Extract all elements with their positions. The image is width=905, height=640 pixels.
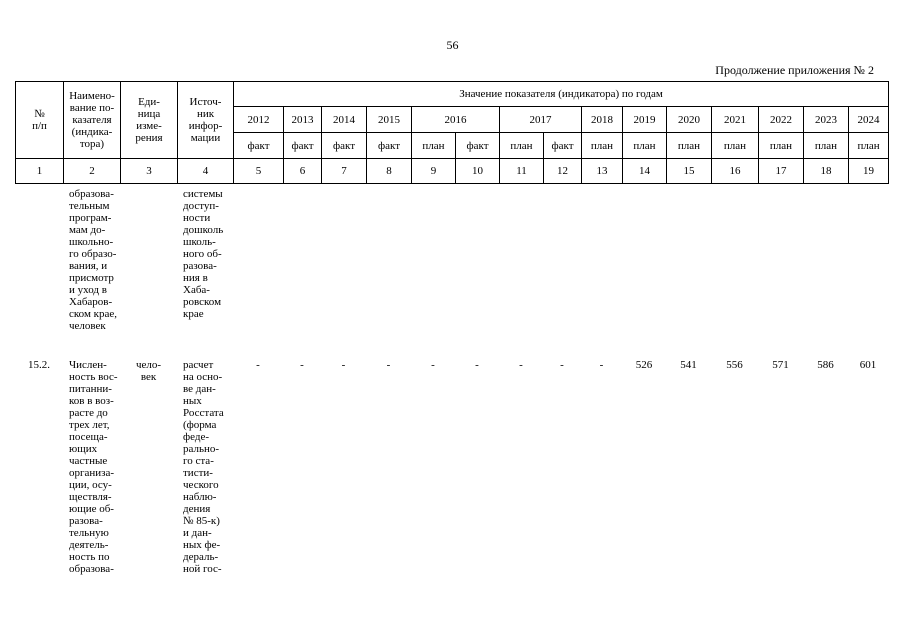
value-cell — [283, 188, 321, 332]
column-number: 13 — [582, 159, 623, 184]
column-number: 15 — [667, 159, 712, 184]
year-header: 2015 — [367, 107, 412, 133]
year-header: 2020 — [667, 107, 712, 133]
page-number: 56 — [446, 38, 459, 52]
column-number: 10 — [456, 159, 500, 184]
year-header: 2024 — [849, 107, 889, 133]
column-number: 1 — [16, 159, 64, 184]
value-cell: - — [599, 359, 604, 371]
indicator-table-header — [15, 81, 889, 184]
value-cell: - — [475, 359, 479, 371]
value-cell: 556 — [726, 359, 743, 371]
kind-header: план — [500, 133, 544, 159]
value-cell: 571 — [772, 359, 789, 371]
value-cell: - — [431, 359, 435, 371]
unit — [120, 188, 177, 332]
indicator-name: Числен- ность вос- питанни- ков в воз- расте до трех лет, посеща- ющих частные организа- ции, осу- ществля- ющие об- разова- тельную деятель- ность по образова- — [69, 359, 118, 575]
column-number: 7 — [322, 159, 367, 184]
indicator-name: образова- тельным програм- мам до- школьно- го образо- вания, и присмотр и уход в Хабаров- ском крае, человек — [69, 188, 118, 332]
column-number: 14 — [623, 159, 667, 184]
column-number: 17 — [759, 159, 804, 184]
kind-header: план — [667, 133, 712, 159]
value-cell — [711, 188, 758, 332]
column-number: 9 — [412, 159, 456, 184]
value-cell — [758, 188, 803, 332]
year-header: 2016 — [412, 107, 500, 133]
column-number: 19 — [849, 159, 889, 184]
row-number: 15.2. — [28, 359, 50, 371]
kind-header: факт — [367, 133, 412, 159]
year-header: 2023 — [804, 107, 849, 133]
value-cell — [666, 188, 711, 332]
column-number: 18 — [804, 159, 849, 184]
value-cell: 586 — [817, 359, 834, 371]
year-header: 2012 — [234, 107, 284, 133]
value-cell: - — [256, 359, 260, 371]
year-header: 2022 — [759, 107, 804, 133]
unit: чело- век — [135, 359, 162, 383]
column-number: 12 — [544, 159, 582, 184]
value-cell: - — [560, 359, 564, 371]
table-row — [15, 359, 888, 575]
kind-header: план — [623, 133, 667, 159]
value-cell — [411, 188, 455, 332]
value-cell: - — [386, 359, 391, 371]
row-number — [15, 188, 63, 332]
value-cell: 601 — [859, 359, 877, 371]
column-number: 2 — [64, 159, 121, 184]
value-cell — [321, 188, 366, 332]
value-cell: 541 — [680, 359, 697, 371]
column-number: 6 — [284, 159, 322, 184]
kind-header: факт — [544, 133, 582, 159]
header-values-title: Значение показателя (индикатора) по годам — [234, 82, 889, 107]
value-cell — [366, 188, 411, 332]
table-row — [15, 188, 888, 332]
value-cell: - — [519, 359, 523, 371]
value-cell: 526 — [635, 359, 653, 371]
column-number: 4 — [178, 159, 234, 184]
value-cell — [233, 188, 283, 332]
column-number: 5 — [234, 159, 284, 184]
value-cell — [499, 188, 543, 332]
kind-header: факт — [322, 133, 367, 159]
value-cell — [581, 188, 622, 332]
source: расчет на осно- ве дан- ных Росстата (форма феде- рально- го ста- тисти- ческого наблю- дения № 85-к) и дан- ных фе- дераль- ной гос- — [183, 359, 224, 575]
column-number: 11 — [500, 159, 544, 184]
year-header: 2018 — [582, 107, 623, 133]
kind-header: факт — [234, 133, 284, 159]
value-cell — [803, 188, 848, 332]
value-cell — [848, 188, 888, 332]
column-number: 16 — [712, 159, 759, 184]
column-number-row — [16, 159, 889, 184]
year-header: 2014 — [322, 107, 367, 133]
kind-header: план — [582, 133, 623, 159]
year-header: 2017 — [500, 107, 582, 133]
year-header: 2021 — [712, 107, 759, 133]
header-unit: Еди- ница изме- рения — [121, 82, 178, 159]
year-header: 2019 — [623, 107, 667, 133]
source: системы доступ- ности дошколь школь- ного об- разова- ния в Хаба- ровском крае — [183, 188, 224, 320]
kind-header: план — [412, 133, 456, 159]
kind-header: план — [849, 133, 889, 159]
kind-header: план — [804, 133, 849, 159]
kind-header: факт — [456, 133, 500, 159]
kind-header: факт — [284, 133, 322, 159]
header-number: № п/п — [16, 82, 64, 159]
year-header: 2013 — [284, 107, 322, 133]
column-number: 3 — [121, 159, 178, 184]
header-source: Источ- ник инфор- мации — [178, 82, 234, 159]
value-cell — [622, 188, 666, 332]
value-cell — [455, 188, 499, 332]
kind-header: план — [759, 133, 804, 159]
continuation-caption: Продолжение приложения № 2 — [715, 63, 874, 77]
header-indicator-name: Наимено- вание по- казателя (индика- тора) — [64, 82, 121, 159]
value-cell: - — [341, 359, 346, 371]
value-cell — [543, 188, 581, 332]
value-cell: - — [300, 359, 304, 371]
kind-header: план — [712, 133, 759, 159]
column-number: 8 — [367, 159, 412, 184]
